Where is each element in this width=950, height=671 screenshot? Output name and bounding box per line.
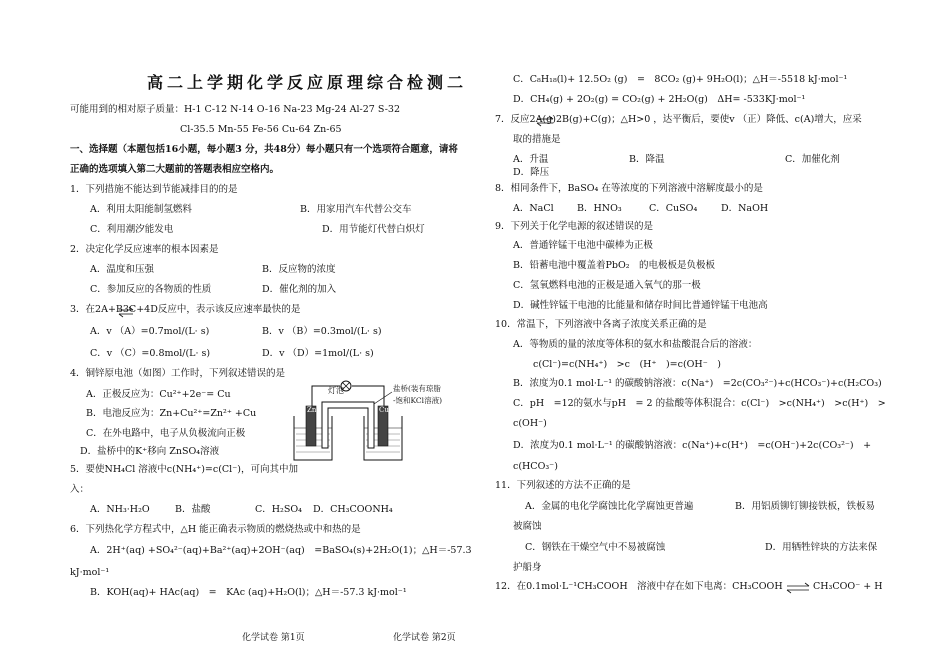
q9-option-a: A．普通锌锰干电池中碳棒为正极 bbox=[513, 240, 653, 251]
q2-option-a: A．温度和压强 bbox=[90, 264, 154, 275]
q10-stem: 10．常温下，下列溶液中各离子浓度关系正确的是 bbox=[495, 319, 707, 330]
q1-option-c: C．利用潮汐能发电 bbox=[90, 224, 174, 235]
atomic-masses-line1: 可能用到的相对原子质量：H-1 C-12 N-14 O-16 Na-23 Mg-24 Al-27 S-32 bbox=[70, 104, 401, 115]
q10-option-a: A．等物质的量的浓度等体积的氨水和盐酸混合后的溶液： bbox=[513, 339, 758, 350]
fig-salt-bridge-label-2: -饱和KCl溶液) bbox=[393, 396, 442, 405]
q6-option-b: B．KOH(aq)+ HAc(aq) = KAc (aq)+H₂O(l)；△H＝-57.3 kJ·mol⁻¹ bbox=[90, 587, 407, 598]
q2-option-c: C．参加反应的各物质的性质 bbox=[90, 284, 212, 295]
q11-option-a: A．金属的电化学腐蚀比化学腐蚀更普遍 bbox=[525, 501, 694, 512]
q8-option-b: B．HNO₃ bbox=[577, 203, 622, 214]
exam-title: 高二上学期化学反应原理综合检测二 bbox=[147, 73, 468, 92]
q7-stem-cont: 取的措施是 bbox=[513, 134, 561, 145]
q3-option-c: C．v （C）=0.8mol/(L· s) bbox=[90, 348, 211, 359]
q9-option-c: C．氢氧燃料电池的正极是通入氧气的那一极 bbox=[513, 280, 701, 291]
q5-option-a: A．NH₃·H₂O bbox=[90, 504, 150, 515]
q5-stem: 5．要使NH₄Cl 溶液中c(NH₄⁺)=c(Cl⁻)，可向其中加 bbox=[70, 464, 298, 475]
q9-stem: 9．下列关于化学电源的叙述错误的是 bbox=[495, 221, 654, 232]
q9-option-d: D．碱性锌锰干电池的比能量和储存时间比普通锌锰干电池高 bbox=[513, 300, 768, 311]
q8-stem: 8．相同条件下，BaSO₄ 在等浓度的下列溶液中溶解度最小的是 bbox=[495, 183, 763, 194]
equilibrium-arrow-icon bbox=[118, 306, 134, 318]
q1-stem: 1．下列措施不能达到节能减排目的的是 bbox=[70, 184, 238, 195]
fig-salt-bridge-label-1: 盐桥(装有琼脂 bbox=[393, 384, 441, 393]
q10-option-d-cont: c(HCO₃⁻) bbox=[513, 461, 558, 472]
q2-option-b: B．反应物的浓度 bbox=[262, 264, 336, 275]
q6-option-d: D．CH₄(g) + 2O₂(g) = CO₂(g) + 2H₂O(g) ΔH= -533KJ·mol⁻¹ bbox=[513, 94, 806, 105]
q12-stem-tail: CH₃COO⁻ + H bbox=[813, 581, 883, 592]
q3-option-b: B．v （B）=0.3mol/(L· s) bbox=[262, 326, 382, 337]
q4-option-a: A．正极反应为：Cu²⁺+2e⁻= Cu bbox=[86, 389, 231, 400]
q10-option-c: C．pH =12的氨水与pH = 2 的盐酸等体积混合：c(Cl⁻) >c(NH₄⁺) >c(H⁺) > bbox=[513, 398, 886, 409]
equilibrium-arrow-icon bbox=[536, 115, 554, 127]
q2-option-d: D．催化剂的加入 bbox=[262, 284, 337, 295]
q6-option-a-cont: kJ·mol⁻¹ bbox=[70, 567, 110, 578]
q6-stem: 6．下列热化学方程式中，△H 能正确表示物质的燃烧热或中和热的是 bbox=[70, 524, 361, 535]
q9-option-b: B．铅蓄电池中覆盖着PbO₂ 的电极板是负极板 bbox=[513, 260, 716, 271]
q8-option-d: D．NaOH bbox=[721, 203, 769, 214]
q2-stem: 2．决定化学反应速率的根本因素是 bbox=[70, 244, 219, 255]
atomic-masses-line2: Cl-35.5 Mn-55 Fe-56 Cu-64 Zn-65 bbox=[180, 124, 342, 135]
q11-option-b-cont: 被腐蚀 bbox=[513, 521, 542, 532]
q10-option-b: B．浓度为0.1 mol·L⁻¹ 的碳酸钠溶液：c(Na⁺) =2c(CO₃²⁻)+c(HCO₃⁻)+c(H₂CO₃) bbox=[513, 378, 882, 389]
q1-option-b: B．用家用汽车代替公交车 bbox=[300, 204, 412, 215]
q7-option-d: D．降压 bbox=[513, 167, 550, 178]
section-heading-line1: 一、选择题（本题包括16小题，每小题3 分，共48分）每小题只有一个选项符合题意，请将 bbox=[70, 144, 458, 155]
q7-option-a: A．升温 bbox=[513, 154, 549, 165]
q3-stem: 3．在2A+B3C+4D反应中，表示该反应速率最快的是 bbox=[70, 304, 301, 315]
q7-option-b: B．降温 bbox=[629, 154, 665, 165]
q5-option-d: D．CH₃COONH₄ bbox=[313, 504, 393, 515]
q6-option-a: A．2H⁺(aq) +SO₄²⁻(aq)+Ba²⁺(aq)+2OH⁻(aq) =BaSO₄(s)+2H₂O(1)；△H＝-57.3 bbox=[90, 545, 472, 556]
q12-stem: 12．在0.1mol·L⁻¹CH₃COOH 溶液中存在如下电离：CH₃COOH bbox=[495, 581, 783, 592]
q4-stem: 4．铜锌原电池（如图）工作时，下列叙述错误的是 bbox=[70, 368, 286, 379]
q4-option-b: B．电池反应为：Zn+Cu²⁺=Zn²⁺ +Cu bbox=[86, 408, 257, 419]
salt-bridge bbox=[322, 402, 374, 448]
equilibrium-arrow-icon bbox=[786, 582, 810, 594]
q11-option-c: C．钢铁在干燥空气中不易被腐蚀 bbox=[525, 542, 666, 553]
section-heading-line2: 正确的选项填入第二大题前的答题表相应空格内。 bbox=[70, 164, 280, 175]
q3-option-a: A．v （A）=0.7mol/(L· s) bbox=[90, 326, 210, 337]
q11-option-d-cont: 护船身 bbox=[513, 562, 542, 573]
q1-option-d: D．用节能灯代替白炽灯 bbox=[322, 224, 425, 235]
q8-option-c: C．CuSO₄ bbox=[649, 203, 698, 214]
q8-option-a: A．NaCl bbox=[513, 203, 554, 214]
q5-stem-cont: 入： bbox=[70, 484, 90, 495]
q4-option-d: D．盐桥中的K⁺移向 ZnSO₄溶液 bbox=[80, 446, 220, 457]
page-footer-2: 化学试卷 第2页 bbox=[393, 633, 456, 643]
q3-option-d: D．v （D）=1mol/(L· s) bbox=[262, 348, 374, 359]
q4-option-c: C．在外电路中，电子从负极流向正极 bbox=[86, 428, 246, 439]
q11-option-b: B．用铝质铆钉铆接铁板，铁板易 bbox=[735, 501, 875, 512]
q5-option-b: B．盐酸 bbox=[175, 504, 211, 515]
q10-option-a-cont: c(Cl⁻)=c(NH₄⁺) >c (H⁺ )=c(OH⁻ ) bbox=[533, 359, 721, 370]
fig-zn-label: Zn bbox=[307, 406, 317, 414]
fig-cu-label: Cu bbox=[379, 406, 389, 414]
q11-stem: 11．下列叙述的方法不正确的是 bbox=[495, 480, 631, 491]
page-footer-1: 化学试卷 第1页 bbox=[242, 633, 305, 643]
q1-option-a: A．利用太阳能制氢燃料 bbox=[90, 204, 192, 215]
q10-option-c-cont: c(OH⁻) bbox=[513, 418, 547, 429]
q7-stem: 7．反应2A(g)2B(g)+C(g)；△H>0 ，达平衡后，要使v （正）降低、c(A)增大，应采 bbox=[495, 114, 862, 125]
q10-option-d: D．浓度为0.1 mol·L⁻¹ 的碳酸钠溶液：c(Na⁺)+c(H⁺) =c(OH⁻)+2c(CO₃²⁻) + bbox=[513, 440, 872, 451]
q7-option-c: C．加催化剂 bbox=[785, 154, 840, 165]
fig-lamp-label: 灯泡 bbox=[328, 386, 344, 395]
q5-option-c: C．H₂SO₄ bbox=[255, 504, 302, 515]
q6-option-c: C．C₈H₁₈(l)+ 12.5O₂ (g) = 8CO₂ (g)+ 9H₂O(l)；△H＝-5518 kJ·mol⁻¹ bbox=[513, 74, 848, 85]
q11-option-d: D．用牺牲锌块的方法来保 bbox=[765, 542, 878, 553]
